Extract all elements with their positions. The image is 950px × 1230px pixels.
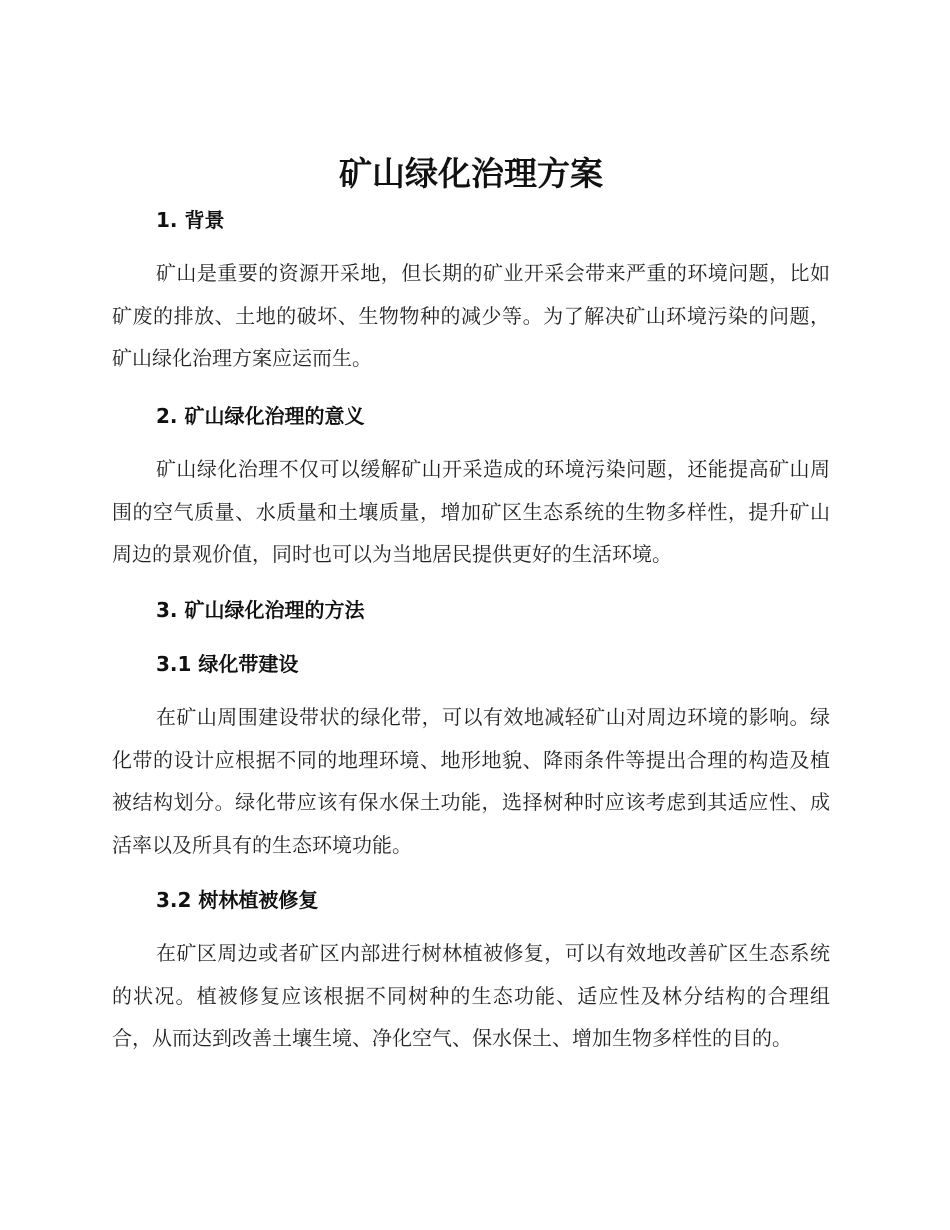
document-title: 矿山绿化治理方案 xyxy=(339,154,603,193)
section-paragraph-background: 矿山是重要的资源开采地，但长期的矿业开采会带来严重的环境问题，比如矿废的排放、土地的破坏、生物物种的减少等。为了解决矿山环境污染的问题，矿山绿化治理方案应运而生。 xyxy=(112,261,830,370)
section-heading-background: 1. 背景 xyxy=(156,208,225,232)
section-paragraph-significance: 矿山绿化治理不仅可以缓解矿山开采造成的环境污染问题，还能提高矿山周围的空气质量、水质量和土壤质量，增加矿区生态系统的生物多样性，提升矿山周边的景观价值，同时也可以为当地居民提供更好的生活环境。 xyxy=(112,457,830,566)
section-heading-methods: 3. 矿山绿化治理的方法 xyxy=(156,598,365,622)
section-heading-green-belt: 3.1 绿化带建设 xyxy=(156,652,299,676)
section-paragraph-green-belt: 在矿山周围建设带状的绿化带，可以有效地减轻矿山对周边环境的影响。绿化带的设计应根据不同的地理环境、地形地貌、降雨条件等提出合理的构造及植被结构划分。绿化带应该有保水保土功能，选择树种时应该考虑到其适应性、成活率以及所具有的生态环境功能。 xyxy=(112,705,830,857)
section-heading-significance: 2. 矿山绿化治理的意义 xyxy=(156,404,365,428)
section-paragraph-forest-restoration: 在矿区周边或者矿区内部进行树林植被修复，可以有效地改善矿区生态系统的状况。植被修复应该根据不同树种的生态功能、适应性及林分结构的合理组合，从而达到改善土壤生境、净化空气、保水保土、增加生物多样性的目的。 xyxy=(112,941,830,1050)
section-heading-forest-restoration: 3.2 树林植被修复 xyxy=(156,888,319,912)
